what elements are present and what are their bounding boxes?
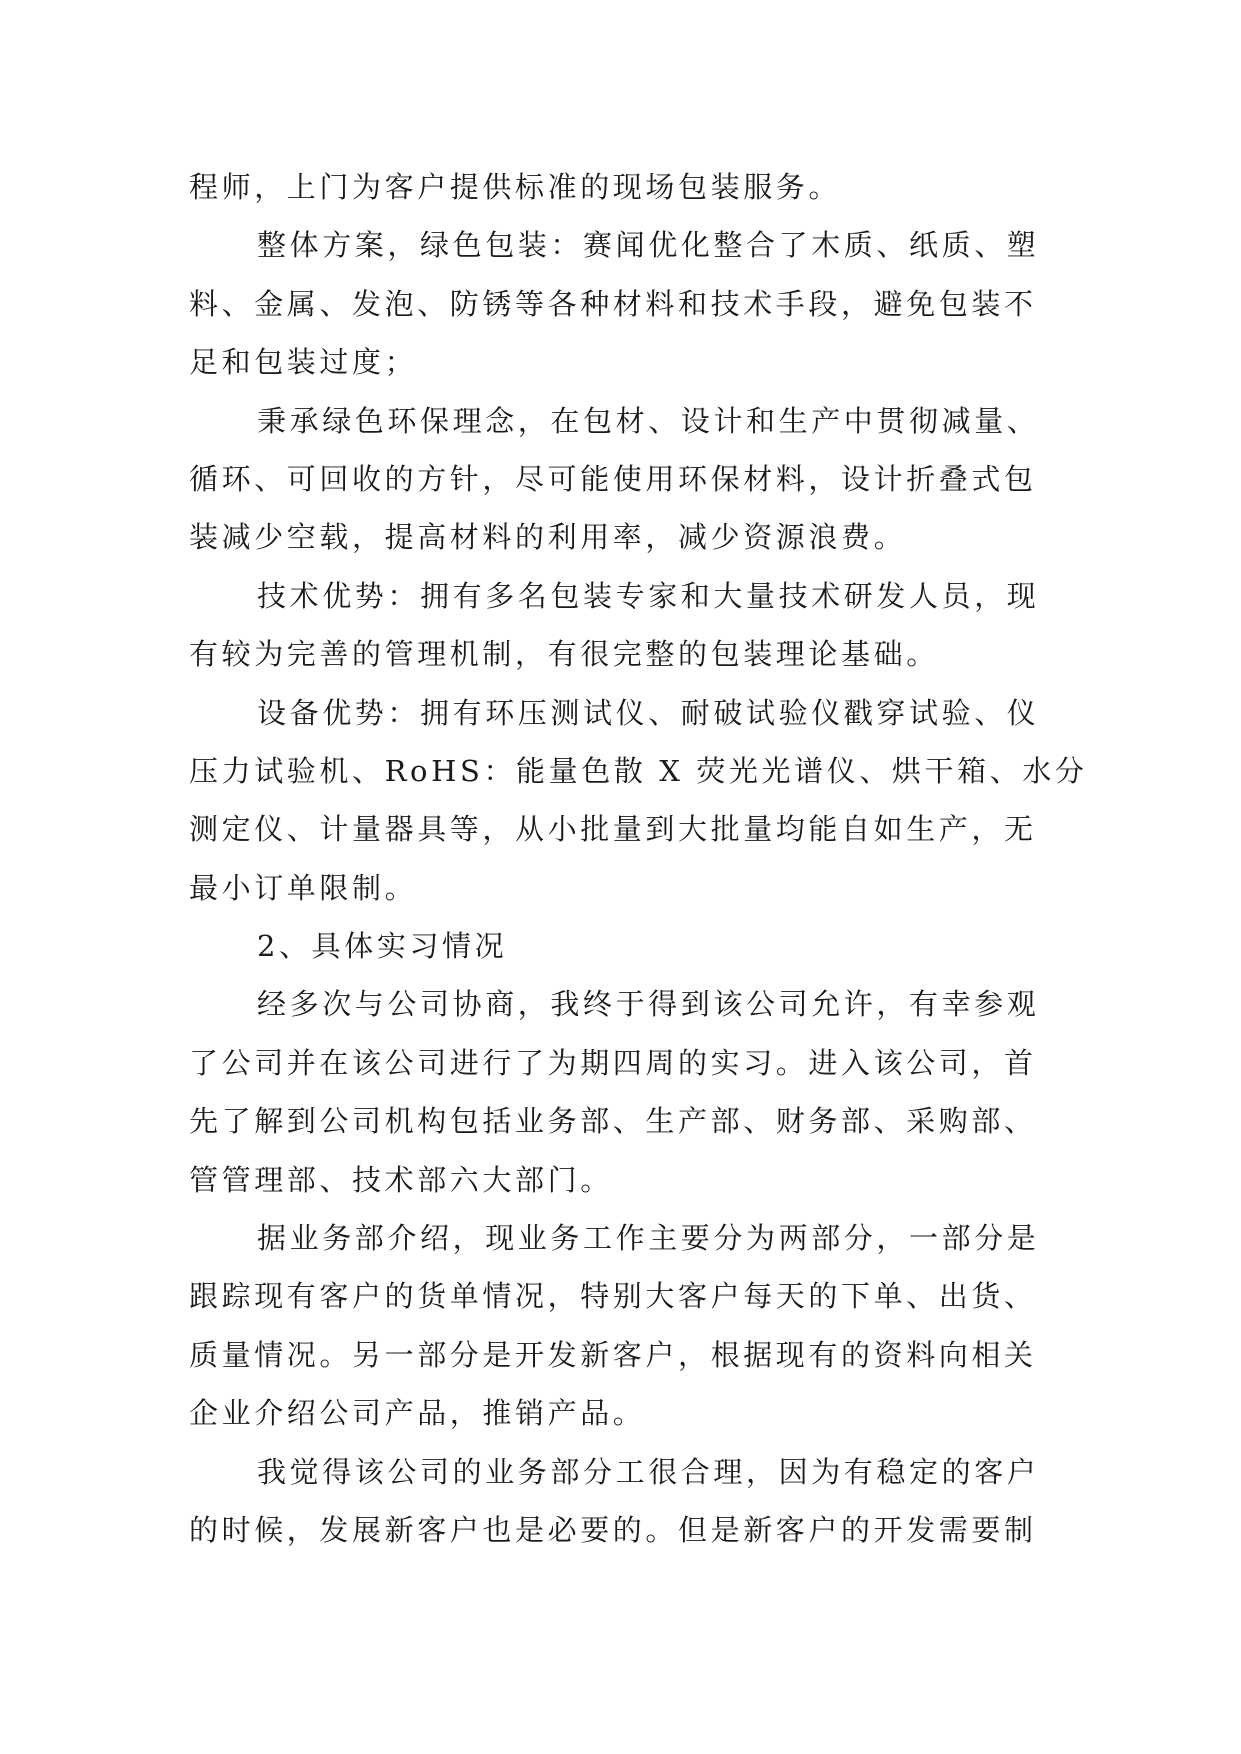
text-line: 了公司并在该公司进行了为期四周的实习。进入该公司，首	[189, 1045, 1037, 1080]
text-line: 企业介绍公司产品，推销产品。	[189, 1396, 646, 1431]
paragraph-start-line: 技术优势：拥有多名包装专家和大量技术研发人员，现	[257, 578, 1040, 613]
paragraph-start-line: 据业务部介绍，现业务工作主要分为两部分，一部分是	[257, 1221, 1040, 1256]
text-line: 跟踪现有客户的货单情况，特别大客户每天的下单、出货、	[189, 1279, 1037, 1314]
paragraph-start-line: 我觉得该公司的业务部分工很合理，因为有稳定的客户	[257, 1454, 1040, 1489]
text-line: 程师，上门为客户提供标准的现场包装服务。	[189, 170, 842, 204]
section-heading: 2、具体实习情况	[257, 929, 508, 964]
text-line: 压力试验机、RoHS：能量色散 X 荧光光谱仪、烘干箱、水分	[189, 753, 1088, 788]
text-line: 足和包装过度；	[189, 345, 418, 380]
paragraph-start-line: 整体方案，绿色包装：赛闻优化整合了木质、纸质、塑	[257, 228, 1040, 263]
text-line: 的时候，发展新客户也是必要的。但是新客户的开发需要制	[189, 1512, 1037, 1547]
text-line: 管管理部、技术部六大部门。	[189, 1162, 613, 1197]
text-line: 装减少空载，提高材料的利用率，减少资源浪费。	[189, 520, 907, 555]
text-line: 循环、可回收的方针，尽可能使用环保材料，设计折叠式包	[189, 461, 1037, 496]
text-line: 料、金属、发泡、防锈等各种材料和技术手段，避免包装不	[189, 286, 1037, 321]
text-line: 测定仪、计量器具等，从小批量到大批量均能自如生产，无	[189, 812, 1037, 847]
text-line: 先了解到公司机构包括业务部、生产部、财务部、采购部、	[189, 1104, 1037, 1139]
text-line: 最小订单限制。	[189, 870, 418, 905]
document-body	[189, 158, 1088, 1559]
text-line: 质量情况。另一部分是开发新客户，根据现有的资料向相关	[189, 1337, 1037, 1372]
paragraph-start-line: 经多次与公司协商，我终于得到该公司允许，有幸参观	[257, 987, 1040, 1022]
paragraph-start-line: 秉承绿色环保理念，在包材、设计和生产中贯彻减量、	[257, 403, 1040, 438]
paragraph-start-line: 设备优势：拥有环压测试仪、耐破试验仪戳穿试验、仪	[257, 695, 1040, 730]
text-line: 有较为完善的管理机制，有很完整的包装理论基础。	[189, 637, 939, 672]
